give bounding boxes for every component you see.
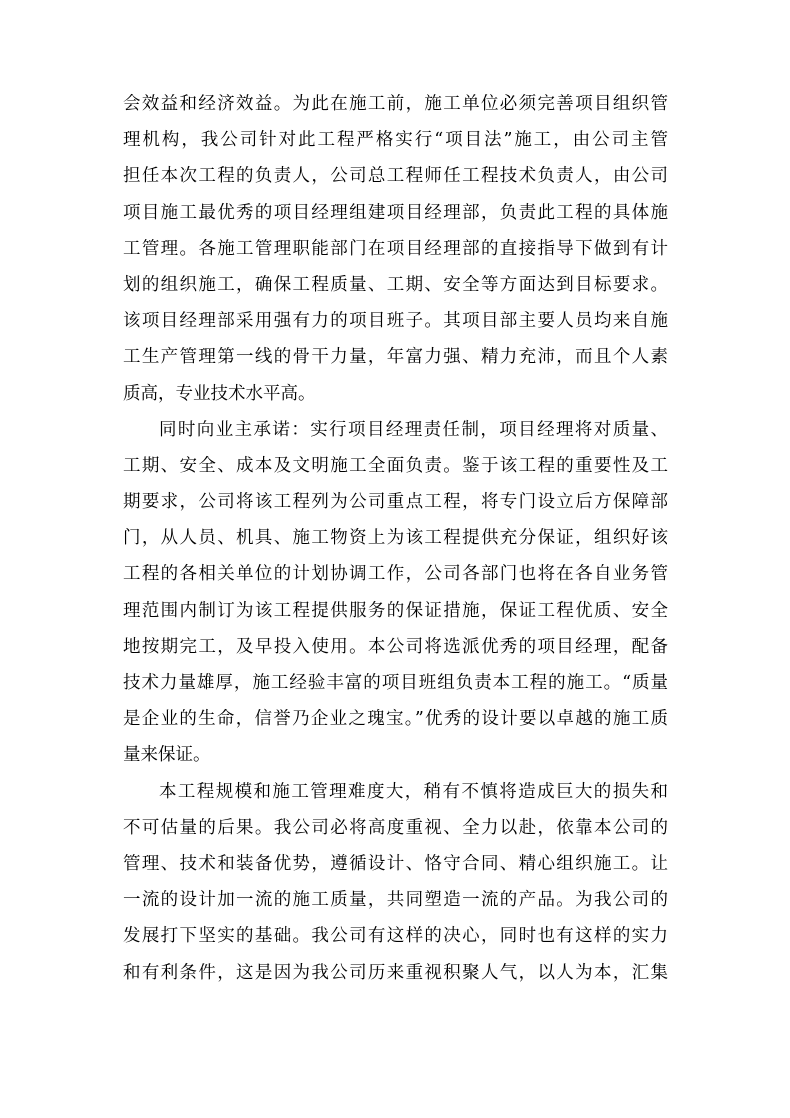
- text-line: 地按期完工，及早投入使用。本公司将选派优秀的项目经理，配备: [123, 636, 668, 657]
- text-line: 工管理。各施工管理职能部门在项目经理部的直接指导下做到有计: [123, 238, 668, 259]
- text-line: 管理、技术和装备优势，遵循设计、恪守合同、精心组织施工。让: [123, 853, 668, 874]
- paragraph-1: [123, 86, 668, 412]
- text-line: 本工程规模和施工管理难度大，稍有不慎将造成巨大的损失和: [159, 781, 668, 802]
- text-line: 担任本次工程的负责人，公司总工程师任工程技术负责人，由公司: [123, 166, 668, 187]
- text-line: 不可估量的后果。我公司必将高度重视、全力以赴，依靠本公司的: [123, 817, 668, 838]
- paragraph-2: [123, 412, 668, 774]
- text-line: 门，从人员、机具、施工物资上为该工程提供充分保证，组织好该: [123, 528, 668, 549]
- text-line: 工程的各相关单位的计划协调工作，公司各部门也将在各自业务管: [123, 564, 668, 585]
- text-line: 会效益和经济效益。为此在施工前，施工单位必须完善项目组织管: [123, 94, 668, 114]
- text-line: 划的组织施工，确保工程质量、工期、安全等方面达到目标要求。: [123, 274, 668, 295]
- text-line: 工生产管理第一线的骨干力量，年富力强、精力充沛，而且个人素: [123, 347, 668, 368]
- text-line: 是企业的生命，信誉乃企业之瑰宝。”优秀的设计要以卓越的施工质: [123, 709, 668, 730]
- text-line: 质高，专业技术水平高。: [123, 383, 316, 404]
- text-line: 一流的设计加一流的施工质量，共同塑造一流的产品。为我公司的: [123, 890, 668, 911]
- text-line: 理范围内制订为该工程提供服务的保证措施，保证工程优质、安全: [123, 600, 668, 621]
- document-body: [123, 86, 668, 991]
- text-line: 项目施工最优秀的项目经理组建项目经理部，负责此工程的具体施: [123, 202, 668, 223]
- text-line: 同时向业主承诺：实行项目经理责任制，项目经理将对质量、: [159, 419, 668, 440]
- text-line: 发展打下坚实的基础。我公司有这样的决心，同时也有这样的实力: [123, 926, 668, 947]
- text-line: 和有利条件，这是因为我公司历来重视积聚人气，以人为本，汇集: [123, 962, 668, 983]
- text-line: 量来保证。: [123, 745, 211, 766]
- text-line: 工期、安全、成本及文明施工全面负责。鉴于该工程的重要性及工: [123, 455, 668, 476]
- text-line: 技术力量雄厚，施工经验丰富的项目班组负责本工程的施工。“质量: [123, 673, 668, 693]
- text-line: 该项目经理部采用强有力的项目班子。其项目部主要人员均来自施: [123, 311, 668, 332]
- paragraph-3: [123, 774, 668, 991]
- text-line: 期要求，公司将该工程列为公司重点工程，将专门设立后方保障部: [123, 492, 668, 513]
- text-line: 理机构，我公司针对此工程严格实行“项目法”施工，由公司主管: [123, 130, 668, 151]
